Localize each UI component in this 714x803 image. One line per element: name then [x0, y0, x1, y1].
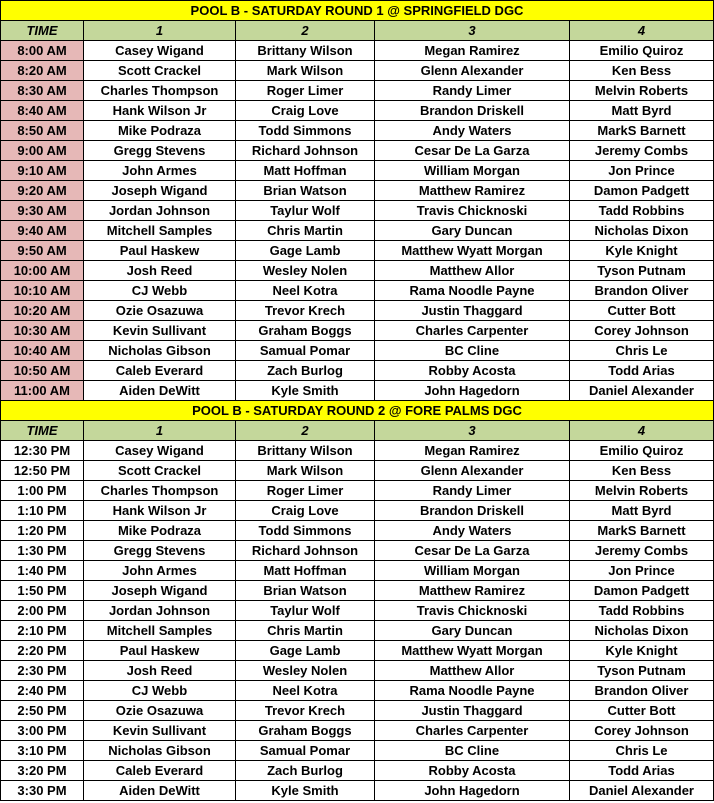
player-cell: Nicholas Dixon — [570, 221, 714, 241]
player-cell: Trevor Krech — [236, 301, 375, 321]
player-cell: Cesar De La Garza — [375, 541, 570, 561]
player-cell: Matthew Allor — [375, 661, 570, 681]
table-row — [1, 781, 714, 801]
table-row — [1, 521, 714, 541]
player-cell: Caleb Everard — [84, 361, 236, 381]
player-cell: Glenn Alexander — [375, 61, 570, 81]
player-cell: Kevin Sullivant — [84, 321, 236, 341]
tee-time-cell: 2:30 PM — [1, 661, 84, 681]
player-cell: Emilio Quiroz — [570, 41, 714, 61]
player-cell: Casey Wigand — [84, 41, 236, 61]
table-row — [1, 761, 714, 781]
player-cell: BC Cline — [375, 341, 570, 361]
table-row — [1, 381, 714, 401]
table-row — [1, 601, 714, 621]
player-cell: Todd Simmons — [236, 521, 375, 541]
round1-header-group-2: 2 — [236, 21, 375, 41]
tee-time-cell: 1:40 PM — [1, 561, 84, 581]
player-cell: Wesley Nolen — [236, 261, 375, 281]
player-cell: Travis Chicknoski — [375, 601, 570, 621]
player-cell: Jordan Johnson — [84, 201, 236, 221]
player-cell: Corey Johnson — [570, 721, 714, 741]
player-cell: Kevin Sullivant — [84, 721, 236, 741]
table-row — [1, 241, 714, 261]
table-row — [1, 61, 714, 81]
player-cell: Jordan Johnson — [84, 601, 236, 621]
tee-time-cell: 2:10 PM — [1, 621, 84, 641]
table-row — [1, 701, 714, 721]
player-cell: Aiden DeWitt — [84, 381, 236, 401]
player-cell: Charles Carpenter — [375, 321, 570, 341]
player-cell: Josh Reed — [84, 261, 236, 281]
player-cell: BC Cline — [375, 741, 570, 761]
tee-time-cell: 12:30 PM — [1, 441, 84, 461]
player-cell: Gary Duncan — [375, 621, 570, 641]
player-cell: Gage Lamb — [236, 641, 375, 661]
round2-title-row — [1, 401, 714, 421]
player-cell: Kyle Smith — [236, 781, 375, 801]
player-cell: John Hagedorn — [375, 781, 570, 801]
player-cell: Brian Watson — [236, 181, 375, 201]
round2-header-group-3: 3 — [375, 421, 570, 441]
player-cell: Kyle Knight — [570, 241, 714, 261]
table-row — [1, 621, 714, 641]
player-cell: Daniel Alexander — [570, 781, 714, 801]
player-cell: Richard Johnson — [236, 141, 375, 161]
table-row — [1, 481, 714, 501]
player-cell: Matthew Wyatt Morgan — [375, 641, 570, 661]
player-cell: William Morgan — [375, 161, 570, 181]
round1-header-group-1: 1 — [84, 21, 236, 41]
player-cell: Josh Reed — [84, 661, 236, 681]
table-row — [1, 81, 714, 101]
player-cell: MarkS Barnett — [570, 521, 714, 541]
tee-time-cell: 3:10 PM — [1, 741, 84, 761]
table-row — [1, 681, 714, 701]
tee-time-cell: 1:00 PM — [1, 481, 84, 501]
round2-header-group-2: 2 — [236, 421, 375, 441]
tee-time-cell: 8:00 AM — [1, 41, 84, 61]
player-cell: Chris Martin — [236, 221, 375, 241]
player-cell: Taylur Wolf — [236, 601, 375, 621]
player-cell: MarkS Barnett — [570, 121, 714, 141]
tee-time-cell: 8:20 AM — [1, 61, 84, 81]
round2-header-group-1: 1 — [84, 421, 236, 441]
player-cell: Roger Limer — [236, 81, 375, 101]
tee-time-cell: 8:50 AM — [1, 121, 84, 141]
player-cell: Randy Limer — [375, 481, 570, 501]
player-cell: Jon Prince — [570, 561, 714, 581]
tee-time-cell: 3:30 PM — [1, 781, 84, 801]
tee-time-cell: 1:50 PM — [1, 581, 84, 601]
table-row — [1, 441, 714, 461]
player-cell: Chris Le — [570, 341, 714, 361]
player-cell: Rama Noodle Payne — [375, 281, 570, 301]
player-cell: Andy Waters — [375, 121, 570, 141]
player-cell: Emilio Quiroz — [570, 441, 714, 461]
table-row — [1, 501, 714, 521]
table-row — [1, 281, 714, 301]
table-row — [1, 661, 714, 681]
player-cell: William Morgan — [375, 561, 570, 581]
tee-time-cell: 10:50 AM — [1, 361, 84, 381]
round2-header-group-4: 4 — [570, 421, 714, 441]
table-row — [1, 101, 714, 121]
player-cell: Charles Carpenter — [375, 721, 570, 741]
player-cell: Caleb Everard — [84, 761, 236, 781]
tee-time-cell: 9:00 AM — [1, 141, 84, 161]
player-cell: Nicholas Gibson — [84, 341, 236, 361]
tee-time-cell: 8:30 AM — [1, 81, 84, 101]
player-cell: Zach Burlog — [236, 361, 375, 381]
player-cell: Matt Hoffman — [236, 161, 375, 181]
player-cell: Randy Limer — [375, 81, 570, 101]
player-cell: Joseph Wigand — [84, 581, 236, 601]
table-row — [1, 221, 714, 241]
player-cell: Matt Byrd — [570, 101, 714, 121]
player-cell: Mark Wilson — [236, 61, 375, 81]
tee-time-cell: 9:50 AM — [1, 241, 84, 261]
table-row — [1, 261, 714, 281]
player-cell: Matt Hoffman — [236, 561, 375, 581]
player-cell: Cutter Bott — [570, 701, 714, 721]
player-cell: Samual Pomar — [236, 741, 375, 761]
round1-header-group-4: 4 — [570, 21, 714, 41]
tee-time-cell: 1:30 PM — [1, 541, 84, 561]
player-cell: Todd Arias — [570, 761, 714, 781]
player-cell: Joseph Wigand — [84, 181, 236, 201]
player-cell: Gregg Stevens — [84, 141, 236, 161]
player-cell: Matt Byrd — [570, 501, 714, 521]
tee-time-cell: 10:40 AM — [1, 341, 84, 361]
player-cell: Corey Johnson — [570, 321, 714, 341]
player-cell: Graham Boggs — [236, 321, 375, 341]
player-cell: Brandon Oliver — [570, 281, 714, 301]
player-cell: Brandon Driskell — [375, 501, 570, 521]
player-cell: Megan Ramirez — [375, 41, 570, 61]
player-cell: Jeremy Combs — [570, 541, 714, 561]
player-cell: Matthew Ramirez — [375, 181, 570, 201]
player-cell: Ozie Osazuwa — [84, 701, 236, 721]
tee-time-cell: 10:20 AM — [1, 301, 84, 321]
tee-time-cell: 9:40 AM — [1, 221, 84, 241]
player-cell: Scott Crackel — [84, 461, 236, 481]
table-row — [1, 301, 714, 321]
round1-title-row — [1, 1, 714, 21]
player-cell: Hank Wilson Jr — [84, 101, 236, 121]
player-cell: Tyson Putnam — [570, 661, 714, 681]
tee-time-cell: 9:30 AM — [1, 201, 84, 221]
player-cell: CJ Webb — [84, 281, 236, 301]
table-row — [1, 581, 714, 601]
table-row — [1, 201, 714, 221]
player-cell: Chris Le — [570, 741, 714, 761]
round2-header-row — [1, 421, 714, 441]
player-cell: Trevor Krech — [236, 701, 375, 721]
player-cell: Chris Martin — [236, 621, 375, 641]
player-cell: Travis Chicknoski — [375, 201, 570, 221]
table-row — [1, 181, 714, 201]
tee-time-cell: 3:00 PM — [1, 721, 84, 741]
player-cell: Tadd Robbins — [570, 601, 714, 621]
player-cell: Gregg Stevens — [84, 541, 236, 561]
round1-header-time: TIME — [1, 21, 84, 41]
player-cell: Craig Love — [236, 501, 375, 521]
player-cell: Tyson Putnam — [570, 261, 714, 281]
tee-time-cell: 10:30 AM — [1, 321, 84, 341]
tee-time-cell: 1:20 PM — [1, 521, 84, 541]
player-cell: CJ Webb — [84, 681, 236, 701]
player-cell: Todd Arias — [570, 361, 714, 381]
player-cell: Brandon Oliver — [570, 681, 714, 701]
player-cell: Scott Crackel — [84, 61, 236, 81]
player-cell: Wesley Nolen — [236, 661, 375, 681]
player-cell: Gary Duncan — [375, 221, 570, 241]
table-row — [1, 41, 714, 61]
table-row — [1, 361, 714, 381]
player-cell: Casey Wigand — [84, 441, 236, 461]
player-cell: Hank Wilson Jr — [84, 501, 236, 521]
player-cell: Nicholas Gibson — [84, 741, 236, 761]
player-cell: Melvin Roberts — [570, 481, 714, 501]
player-cell: Mike Podraza — [84, 521, 236, 541]
player-cell: Brandon Driskell — [375, 101, 570, 121]
player-cell: Justin Thaggard — [375, 701, 570, 721]
player-cell: Paul Haskew — [84, 641, 236, 661]
player-cell: Craig Love — [236, 101, 375, 121]
table-row — [1, 321, 714, 341]
player-cell: Matthew Allor — [375, 261, 570, 281]
player-cell: Tadd Robbins — [570, 201, 714, 221]
tee-time-cell: 10:00 AM — [1, 261, 84, 281]
player-cell: Graham Boggs — [236, 721, 375, 741]
round1-header-row — [1, 21, 714, 41]
player-cell: Daniel Alexander — [570, 381, 714, 401]
player-cell: Andy Waters — [375, 521, 570, 541]
player-cell: Brittany Wilson — [236, 41, 375, 61]
player-cell: Nicholas Dixon — [570, 621, 714, 641]
round1-title: POOL B - SATURDAY ROUND 1 @ SPRINGFIELD DGC — [1, 1, 714, 21]
player-cell: Robby Acosta — [375, 761, 570, 781]
player-cell: Charles Thompson — [84, 481, 236, 501]
player-cell: Neel Kotra — [236, 281, 375, 301]
tee-time-cell: 9:10 AM — [1, 161, 84, 181]
player-cell: Justin Thaggard — [375, 301, 570, 321]
tee-time-cell: 9:20 AM — [1, 181, 84, 201]
table-row — [1, 121, 714, 141]
round1-header-group-3: 3 — [375, 21, 570, 41]
player-cell: Mitchell Samples — [84, 221, 236, 241]
tee-time-cell: 8:40 AM — [1, 101, 84, 121]
tee-time-cell: 12:50 PM — [1, 461, 84, 481]
table-row — [1, 561, 714, 581]
player-cell: Neel Kotra — [236, 681, 375, 701]
player-cell: Richard Johnson — [236, 541, 375, 561]
tee-time-cell: 2:00 PM — [1, 601, 84, 621]
round2-title: POOL B - SATURDAY ROUND 2 @ FORE PALMS DGC — [1, 401, 714, 421]
tee-time-cell: 3:20 PM — [1, 761, 84, 781]
sheet-body — [1, 1, 714, 801]
player-cell: Jeremy Combs — [570, 141, 714, 161]
player-cell: Matthew Ramirez — [375, 581, 570, 601]
tee-time-cell: 10:10 AM — [1, 281, 84, 301]
player-cell: Glenn Alexander — [375, 461, 570, 481]
player-cell: Melvin Roberts — [570, 81, 714, 101]
player-cell: John Hagedorn — [375, 381, 570, 401]
player-cell: Todd Simmons — [236, 121, 375, 141]
player-cell: Roger Limer — [236, 481, 375, 501]
player-cell: Ken Bess — [570, 61, 714, 81]
player-cell: Taylur Wolf — [236, 201, 375, 221]
player-cell: Kyle Smith — [236, 381, 375, 401]
player-cell: Ken Bess — [570, 461, 714, 481]
player-cell: Cutter Bott — [570, 301, 714, 321]
player-cell: Mark Wilson — [236, 461, 375, 481]
tee-time-cell: 2:20 PM — [1, 641, 84, 661]
table-row — [1, 141, 714, 161]
player-cell: Charles Thompson — [84, 81, 236, 101]
table-row — [1, 721, 714, 741]
player-cell: Kyle Knight — [570, 641, 714, 661]
player-cell: Megan Ramirez — [375, 441, 570, 461]
player-cell: Brittany Wilson — [236, 441, 375, 461]
player-cell: John Armes — [84, 161, 236, 181]
player-cell: Damon Padgett — [570, 181, 714, 201]
player-cell: Samual Pomar — [236, 341, 375, 361]
player-cell: Brian Watson — [236, 581, 375, 601]
tee-time-cell: 11:00 AM — [1, 381, 84, 401]
player-cell: Matthew Wyatt Morgan — [375, 241, 570, 261]
player-cell: Rama Noodle Payne — [375, 681, 570, 701]
player-cell: Damon Padgett — [570, 581, 714, 601]
table-row — [1, 541, 714, 561]
player-cell: Mike Podraza — [84, 121, 236, 141]
player-cell: Robby Acosta — [375, 361, 570, 381]
table-row — [1, 461, 714, 481]
player-cell: Aiden DeWitt — [84, 781, 236, 801]
player-cell: Ozie Osazuwa — [84, 301, 236, 321]
tee-time-cell: 2:40 PM — [1, 681, 84, 701]
player-cell: John Armes — [84, 561, 236, 581]
table-row — [1, 161, 714, 181]
player-cell: Gage Lamb — [236, 241, 375, 261]
table-row — [1, 641, 714, 661]
round2-header-time: TIME — [1, 421, 84, 441]
player-cell: Paul Haskew — [84, 241, 236, 261]
player-cell: Zach Burlog — [236, 761, 375, 781]
table-row — [1, 341, 714, 361]
player-cell: Cesar De La Garza — [375, 141, 570, 161]
player-cell: Mitchell Samples — [84, 621, 236, 641]
tee-time-cell: 2:50 PM — [1, 701, 84, 721]
table-row — [1, 741, 714, 761]
player-cell: Jon Prince — [570, 161, 714, 181]
tee-time-cell: 1:10 PM — [1, 501, 84, 521]
